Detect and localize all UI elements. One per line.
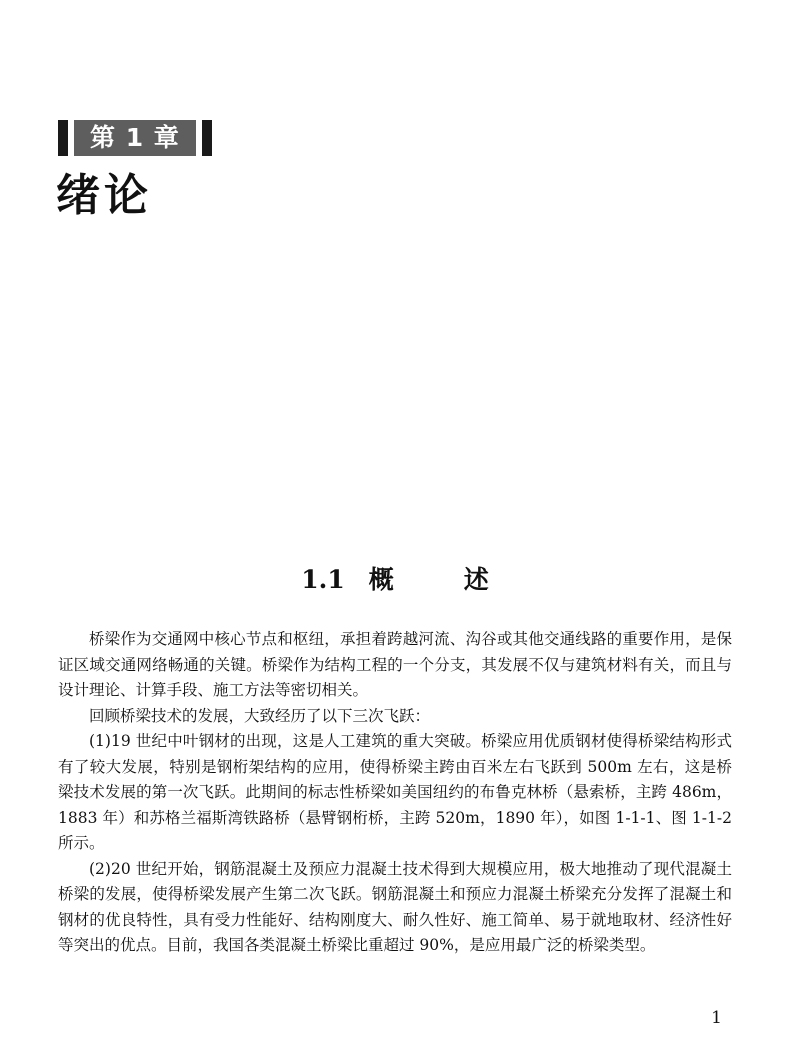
page-number: 1 <box>711 1008 722 1028</box>
paragraph: (1)19 世纪中叶钢材的出现，这是人工建筑的重大突破。桥梁应用优质钢材使得桥梁结构形式有了较大发展，特别是钢桁架结构的应用，使得桥梁主跨由百米左右飞跃到 500m 左右，这是桥梁技术发展的第一次飞跃。此期间的标志性桥梁如美国纽约的布鲁克林桥（悬索桥，主跨 486m，1883 年）和苏格兰福斯湾铁路桥（悬臂钢桁桥，主跨 520m，1890 年），如图 1-1-1、图 1-1-2 所示。 <box>58 732 732 852</box>
section-title-part2: 述 <box>463 565 489 594</box>
chapter-tag-right-bar <box>202 120 212 156</box>
section-title-part1: 概 <box>368 565 394 594</box>
chapter-tag-left-bar <box>58 120 68 156</box>
paragraph: 桥梁作为交通网中核心节点和枢纽，承担着跨越河流、沟谷或其他交通线路的重要作用，是保证区域交通网络畅通的关键。桥梁作为结构工程的一个分支，其发展不仅与建筑材料有关，而且与设计理论、计算手段、施工方法等密切相关。 <box>58 630 732 699</box>
section-number: 1.1 <box>301 565 345 594</box>
chapter-tag-label: 第 1 章 <box>74 120 196 156</box>
paragraph: (2)20 世纪开始，钢筋混凝土及预应力混凝土技术得到大规模应用，极大地推动了现代混凝土桥梁的发展，使得桥梁发展产生第二次飞跃。钢筋混凝土和预应力混凝土桥梁充分发挥了混凝土和钢材的优良特性，具有受力性能好、结构刚度大、耐久性好、施工简单、易于就地取材、经济性好等突出的优点。目前，我国各类混凝土桥梁比重超过 90%，是应用最广泛的桥梁类型。 <box>58 859 732 954</box>
paragraph: 回顾桥梁技术的发展，大致经历了以下三次飞跃： <box>89 706 431 725</box>
section-heading <box>0 560 790 600</box>
chapter-tag <box>58 120 212 156</box>
chapter-title: 绪论 <box>56 170 152 221</box>
body-text <box>58 627 732 959</box>
